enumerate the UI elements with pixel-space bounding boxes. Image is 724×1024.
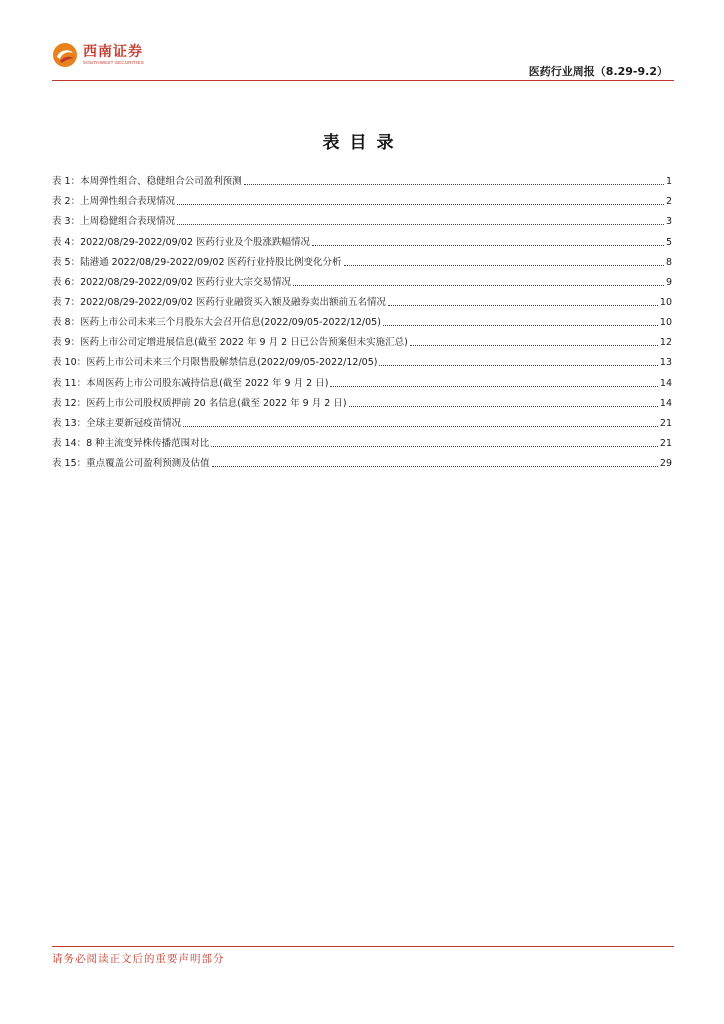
toc-item-label: 表 11：本周医药上市公司股东减持信息(截至 2022 年 9 月 2 日) [52, 377, 329, 389]
toc-item[interactable] [52, 390, 672, 410]
header-divider [52, 80, 674, 81]
company-logo [52, 42, 144, 68]
toc-item-label: 表 8：医药上市公司未来三个月股东大会召开信息(2022/09/05-2022/12/05) [52, 317, 381, 329]
toc-item[interactable] [52, 349, 672, 369]
toc-leader-dots [330, 385, 658, 387]
toc-item-page-number: 9 [665, 276, 672, 288]
toc-item-page-number: 21 [659, 437, 672, 449]
toc-leader-dots [312, 244, 664, 246]
toc-leader-dots [244, 183, 664, 185]
toc-item-page-number: 21 [659, 417, 672, 429]
toc-item[interactable] [52, 208, 672, 228]
toc-item-label: 表 7：2022/08/29-2022/09/02 医药行业融资买入额及融券卖出额前五名情况 [52, 296, 387, 308]
toc-item[interactable] [52, 289, 672, 309]
toc-leader-dots [293, 284, 664, 286]
southwest-securities-logo-icon [52, 42, 78, 68]
toc-item-page-number: 12 [659, 337, 672, 349]
logo-text [83, 44, 144, 66]
toc-item-label: 表 6：2022/08/29-2022/09/02 医药行业大宗交易情况 [52, 276, 292, 288]
toc-leader-dots [177, 203, 664, 205]
toc-leader-dots [211, 445, 658, 447]
toc-leader-dots [410, 344, 658, 346]
toc-item[interactable] [52, 329, 672, 349]
toc-item[interactable] [52, 188, 672, 208]
toc-item-page-number: 10 [659, 296, 672, 308]
report-title: 医药行业周报（8.29-9.2） [528, 65, 668, 78]
toc-item-page-number: 14 [659, 377, 672, 389]
toc-item-label: 表 12：医药上市公司股权质押前 20 名信息(截至 2022 年 9 月 2 日) [52, 397, 347, 409]
toc-item-page-number: 29 [659, 458, 672, 470]
toc-item-label: 表 15：重点覆盖公司盈利预测及估值 [52, 458, 210, 470]
toc-item[interactable] [52, 430, 672, 450]
toc-item[interactable] [52, 168, 672, 188]
toc-item-page-number: 8 [665, 256, 672, 268]
toc-item-label: 表 14：8 种主流变异株传播范围对比 [52, 437, 210, 449]
toc-leader-dots [177, 223, 664, 225]
toc-item[interactable] [52, 410, 672, 430]
logo-name: 西南证券 [83, 44, 143, 60]
toc-item-page-number: 13 [659, 357, 672, 369]
toc-leader-dots [383, 324, 658, 326]
toc-item[interactable] [52, 309, 672, 329]
footer-divider [52, 946, 674, 947]
toc-item-label: 表 10：医药上市公司未来三个月限售股解禁信息(2022/09/05-2022/12/05) [52, 357, 378, 369]
toc-item-label: 表 9：医药上市公司定增进展信息(截至 2022 年 9 月 2 日已公告预案但未实施汇总) [52, 337, 408, 349]
toc-item-label: 表 1：本周弹性组合、稳健组合公司盈利预测 [52, 176, 242, 188]
toc-item[interactable] [52, 369, 672, 389]
toc-item[interactable] [52, 228, 672, 248]
toc-item[interactable] [52, 249, 672, 269]
toc-item-page-number: 10 [659, 317, 672, 329]
toc-leader-dots [379, 364, 657, 366]
page-header [52, 40, 674, 82]
toc-leader-dots [344, 264, 664, 266]
toc-item-label: 表 2：上周弹性组合表现情况 [52, 196, 176, 208]
toc-item-page-number: 3 [665, 216, 672, 228]
toc-item-page-number: 1 [665, 176, 672, 188]
toc-item-page-number: 5 [665, 236, 672, 248]
footer-disclaimer: 请务必阅读正文后的重要声明部分 [52, 953, 225, 965]
table-of-contents [52, 168, 672, 470]
toc-item[interactable] [52, 269, 672, 289]
page-title: 表目录 [322, 133, 404, 153]
toc-leader-dots [212, 465, 658, 467]
toc-leader-dots [349, 405, 658, 407]
toc-leader-dots [388, 304, 658, 306]
logo-subtitle: SOUTHWEST SECURITIES [83, 60, 144, 65]
toc-item[interactable] [52, 450, 672, 470]
toc-item-page-number: 14 [659, 397, 672, 409]
toc-item-label: 表 13：全球主要新冠疫苗情况 [52, 417, 182, 429]
toc-item-page-number: 2 [665, 196, 672, 208]
toc-item-label: 表 3：上周稳健组合表现情况 [52, 216, 176, 228]
toc-leader-dots [183, 425, 658, 427]
toc-item-label: 表 4：2022/08/29-2022/09/02 医药行业及个股涨跌幅情况 [52, 236, 311, 248]
toc-item-label: 表 5：陆港通 2022/08/29-2022/09/02 医药行业持股比例变化分析 [52, 256, 342, 268]
